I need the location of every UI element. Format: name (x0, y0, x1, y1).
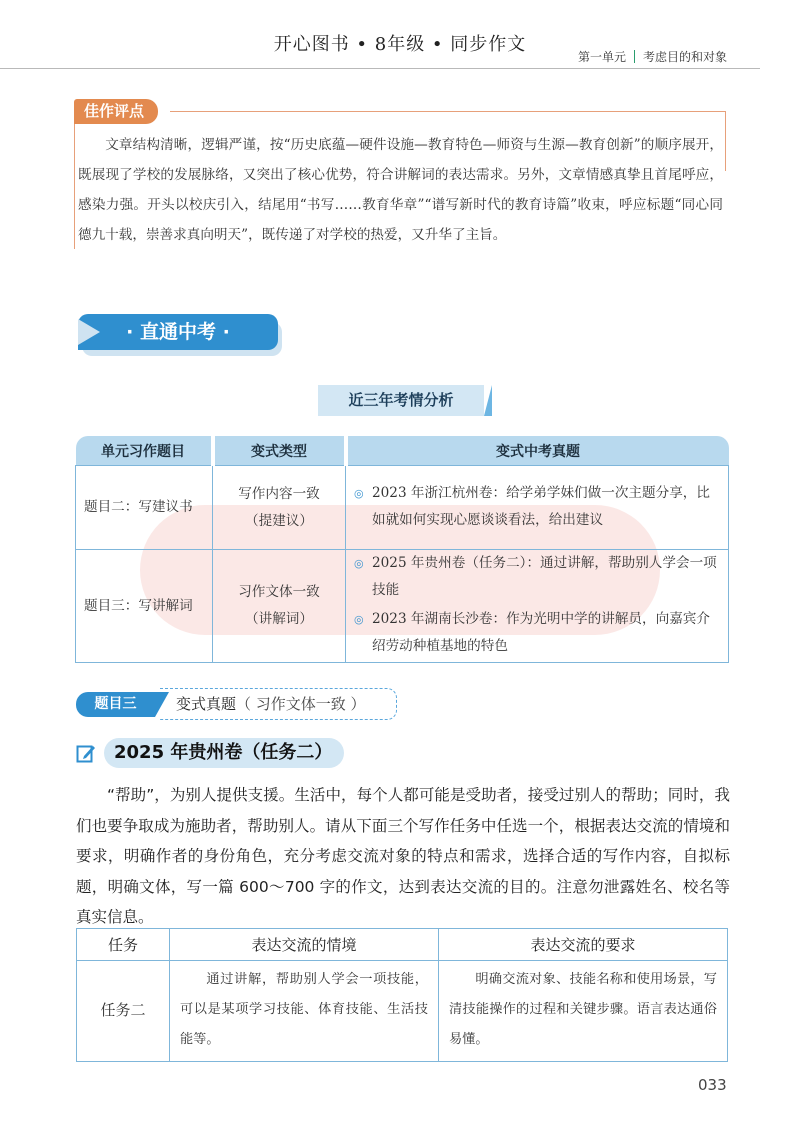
review-border-right (725, 111, 726, 171)
writing-prompt: “帮助”，为别人提供支援。生活中，每个人都可能是受助者，接受过别人的帮助；同时，我们也要争取成为施助者，帮助别人。请从下面三个写作任务中任选一个，根据表达交流的情境和要求，明确作者的身份角色，充分考虑交流对象的特点和需求，选择合适的写作内容，自拟标题，明确文体，写一篇 600～700 字的作文，达到表达交流的目的。注意勿泄露姓名、校名等真实信息。 (76, 786, 730, 926)
type-line: （讲解词） (245, 611, 313, 627)
task-requirement-cell: 明确交流对象、技能名称和使用场景，写清技能操作的过程和关键步骤。语言表达通俗易懂。 (439, 961, 728, 1062)
question-subtitle (176, 692, 366, 717)
task-table (76, 928, 728, 1062)
question-sub-note: （ 习作文体一致 ） (236, 695, 366, 713)
section-banner-title: · 直通中考 · (126, 321, 230, 343)
edit-icon (76, 743, 96, 763)
column-header: 表达交流的情境 (170, 929, 439, 961)
review-text: 文章结构清晰，逻辑严谨，按“历史底蕴—硬件设施—教育特色—师资与生源—教育创新”的顺序展开，既展现了学校的发展脉络，又突出了核心优势，符合讲解词的表达需求。另外，文章情感真挚且首尾呼应，感染力强。开头以校庆引入，结尾用“书写……教育华章”“谱写新时代的教育诗篇”收束，呼应标题“同心同德九十载，崇善求真向明天”，既传递了对学校的热爱，又升华了主旨。 (78, 137, 723, 243)
topic-cell: 题目二：写建议书 (76, 466, 213, 550)
book-header-title: 开心图书 • 8年级 • 同步作文 (273, 34, 527, 55)
table-row (77, 961, 728, 1062)
table-header-row (76, 436, 729, 466)
unit-label (578, 48, 727, 65)
type-line: 写作内容一致 (238, 485, 320, 502)
column-header: 表达交流的要求 (439, 929, 728, 961)
table-row (76, 550, 729, 663)
header-rule (0, 68, 760, 69)
analysis-heading: 近三年考情分析 (318, 385, 484, 416)
column-header: 变式类型 (213, 436, 346, 466)
question-text: 2023 年湖南长沙卷：作为光明中学的讲解员，向嘉宾介绍劳动种植基地的特色 (372, 611, 710, 654)
analysis-heading-accent (484, 385, 492, 416)
question-text: 2025 年贵州卷（任务二）：通过讲解，帮助别人学会一项技能 (372, 555, 717, 598)
task-context-cell: 通过讲解，帮助别人学会一项技能，可以是某项学习技能、体育技能、生活技能等。 (170, 961, 439, 1062)
exam-analysis-table (75, 436, 729, 663)
page-number: 033 (698, 1076, 727, 1094)
question-label-tip (155, 692, 169, 717)
exam-title: 2025 年贵州卷（任务二） (114, 742, 333, 763)
question-item (354, 480, 720, 534)
bullet-icon: ◎ (354, 486, 364, 500)
table-header-row (77, 929, 728, 961)
bullet-icon: ◎ (354, 613, 364, 626)
question-sub-title: 变式真题 (176, 695, 237, 713)
question-label: 题目三 (76, 692, 155, 717)
type-line: （提建议） (245, 512, 313, 529)
type-cell (213, 466, 346, 550)
unit-number: 第一单元 (578, 50, 627, 64)
type-line: 习作文体一致 (238, 584, 320, 600)
column-header: 任务 (77, 929, 170, 961)
review-border-top (170, 111, 725, 112)
task-name-cell: 任务二 (77, 961, 170, 1062)
questions-cell (346, 466, 729, 550)
unit-topic: 考虑目的和对象 (643, 50, 728, 64)
bullet-icon: ◎ (354, 557, 364, 570)
topic-cell: 题目三：写讲解词 (76, 550, 213, 663)
review-border-left (74, 124, 75, 249)
column-header: 变式中考真题 (346, 436, 729, 466)
question-item (354, 550, 720, 604)
type-cell (213, 550, 346, 663)
question-text: 2023 年浙江杭州卷：给学弟学妹们做一次主题分享，比如就如何实现心愿谈谈看法，给出建议 (372, 484, 710, 528)
questions-cell (346, 550, 729, 663)
review-badge: 佳作评点 (74, 99, 158, 124)
column-header: 单元习作题目 (76, 436, 213, 466)
question-item (354, 606, 720, 660)
divider (634, 50, 635, 63)
table-row (76, 466, 729, 550)
